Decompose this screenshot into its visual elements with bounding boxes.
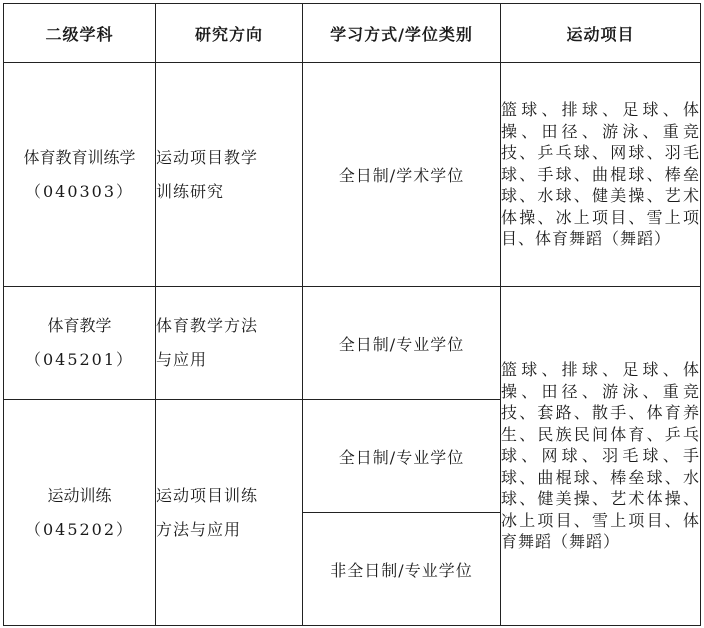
direction-line: 方法与应用 (156, 519, 242, 539)
direction-line: 与应用 (156, 350, 208, 369)
direction-line: 运动项目教学 (156, 147, 259, 167)
study-mode-cell: 非全日制/专业学位 (303, 513, 501, 626)
discipline-cell (4, 63, 156, 287)
discipline-code: （045201） (24, 350, 135, 369)
table-row (4, 287, 701, 400)
header-sports: 运动项目 (501, 4, 701, 63)
discipline-name: 运动训练 (47, 485, 112, 505)
direction-line: 体育教学方法 (156, 316, 259, 335)
discipline-cell (4, 287, 156, 400)
header-mode: 学习方式/学位类别 (303, 4, 501, 63)
sports-cell: 篮球、排球、足球、体操、田径、游泳、重竞技、套路、散手、体育养生、民族民间体育、乒乓球、网球、羽毛球、手球、曲棍球、棒垒球、水球、健美操、艺术体操、冰上项目、雪上项目、体育舞蹈（舞蹈） (501, 287, 701, 626)
sports-cell: 篮球、排球、足球、体操、田径、游泳、重竞技、乒乓球、网球、羽毛球、手球、曲棍球、棒垒球、水球、健美操、艺术体操、冰上项目、雪上项目、体育舞蹈（舞蹈） (501, 63, 701, 287)
study-mode-cell: 全日制/学术学位 (303, 63, 501, 287)
direction-cell (156, 400, 303, 626)
direction-cell (156, 63, 303, 287)
header-discipline: 二级学科 (4, 4, 156, 63)
study-mode-cell: 全日制/专业学位 (303, 287, 501, 400)
header-direction: 研究方向 (156, 4, 303, 63)
study-mode-cell: 全日制/专业学位 (303, 400, 501, 513)
discipline-name: 体育教育训练学 (23, 147, 136, 167)
direction-line: 训练研究 (156, 181, 225, 201)
program-table (3, 3, 701, 626)
discipline-code: （045202） (24, 519, 135, 539)
discipline-cell (4, 400, 156, 626)
header-row (4, 4, 701, 63)
direction-cell (156, 287, 303, 400)
discipline-name: 体育教学 (47, 316, 112, 335)
table-row (4, 63, 701, 287)
direction-line: 运动项目训练 (156, 485, 259, 505)
discipline-code: （040303） (24, 181, 135, 201)
